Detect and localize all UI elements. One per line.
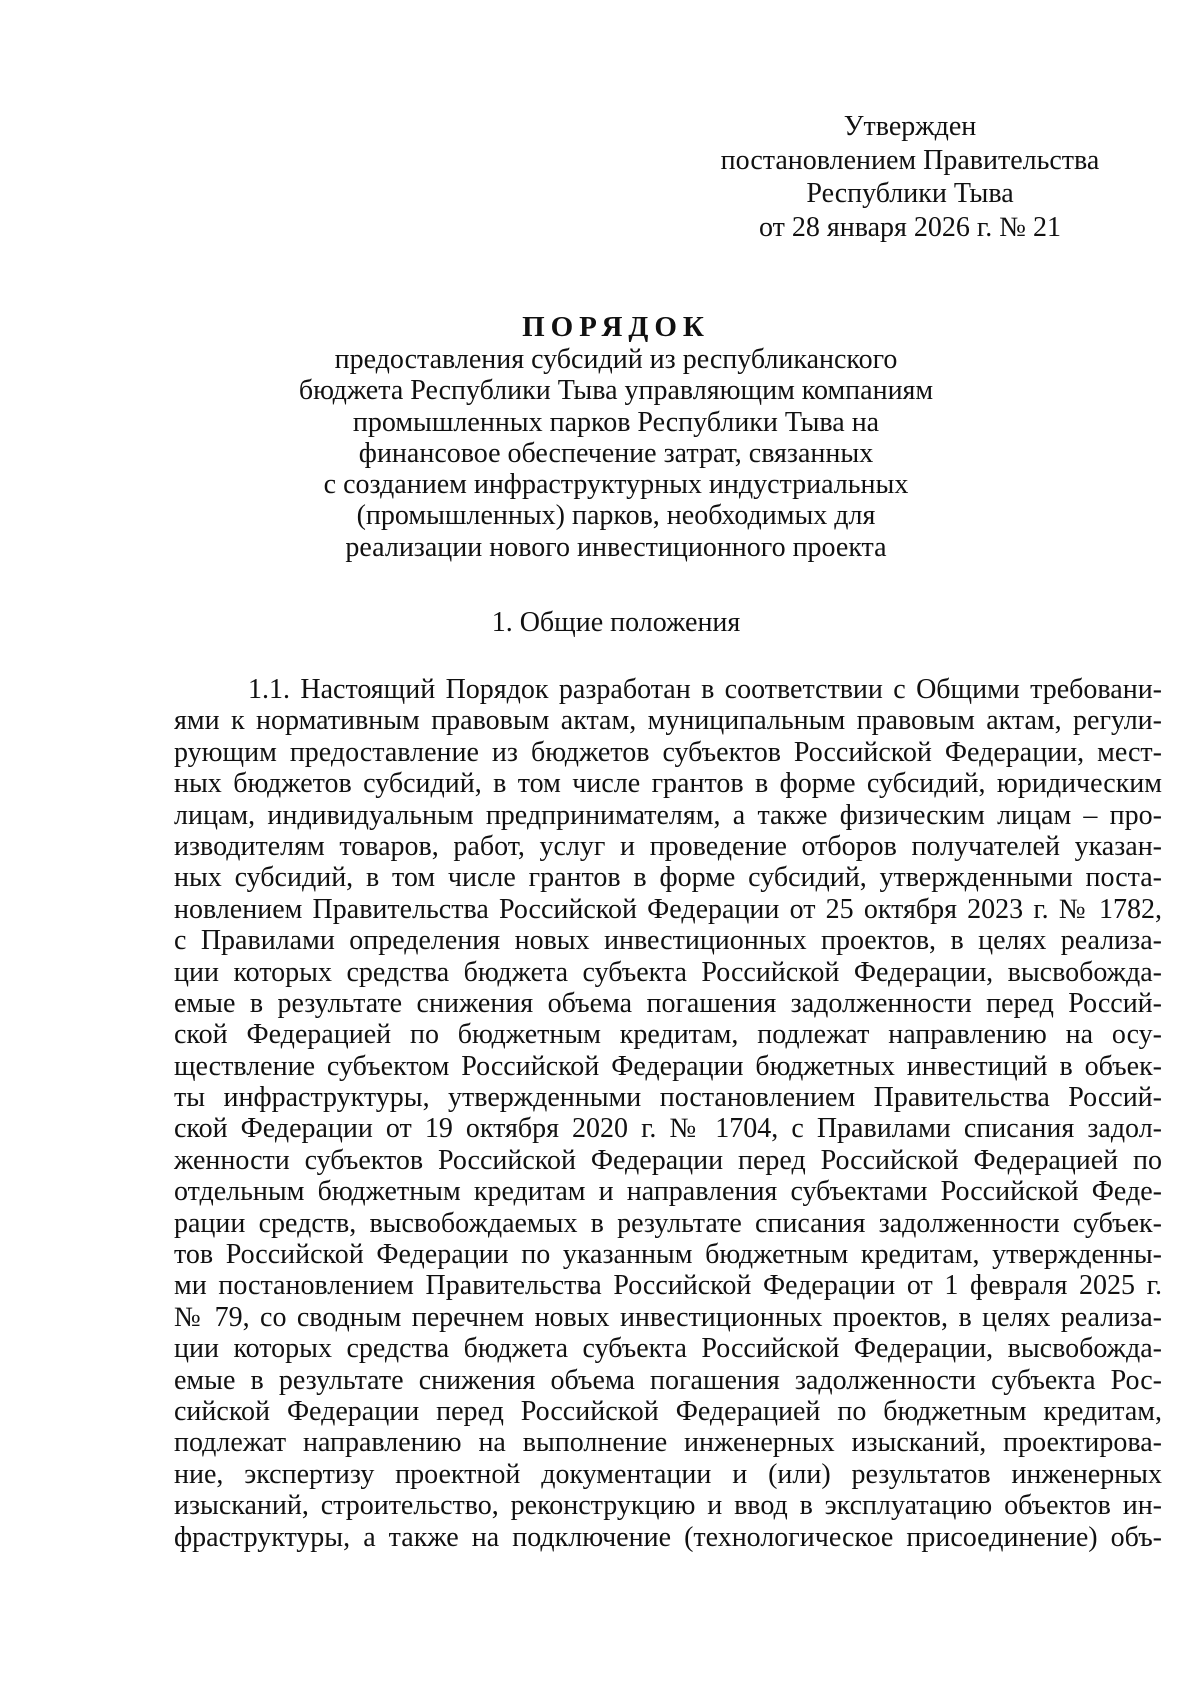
- paragraph-line: ных бюджетов субсидий, в том числе грантов в форме субсидий, юридическим: [174, 768, 1162, 800]
- approval-line: Республики Тыва: [806, 178, 1014, 209]
- paragraph-line: ской Федерации от 19 октября 2020 г. № 1704, с Правилами списания задол-: [174, 1113, 1162, 1145]
- document-title: ПОРЯДОК: [522, 311, 710, 343]
- paragraph-line: женности субъектов Российской Федерации перед Российской Федерацией по: [174, 1144, 1162, 1176]
- paragraph-line: емые в результате снижения объема погашения задолженности перед Россий-: [174, 987, 1162, 1019]
- subtitle-line: с созданием инфраструктурных индустриальных: [323, 469, 909, 501]
- paragraph-line: ных субсидий, в том числе грантов в форме субсидий, утвержденными поста-: [174, 862, 1162, 894]
- paragraph-line: лицам, индивидуальным предпринимателям, а также физическим лицам – про-: [174, 799, 1162, 831]
- paragraph-line: сийской Федерации перед Российской Федерацией по бюджетным кредитам,: [174, 1395, 1162, 1427]
- approval-line: Утвержден: [843, 111, 977, 142]
- paragraph-line: емые в результате снижения объема погашения задолженности субъекта Рос-: [174, 1364, 1162, 1396]
- subtitle-line: бюджета Республики Тыва управляющим компаниям: [298, 375, 934, 407]
- paragraph-line: фраструктуры, а также на подключение (технологическое присоединение) объ-: [174, 1521, 1162, 1553]
- paragraph-line: отдельным бюджетным кредитам и направления субъектами Российской Феде-: [174, 1176, 1162, 1208]
- paragraph-line: с Правилами определения новых инвестиционных проектов, в целях реализа-: [174, 925, 1162, 957]
- paragraph-line: рации средств, высвобождаемых в результате списания задолженности субъек-: [174, 1207, 1162, 1239]
- paragraph-line: ми постановлением Правительства Российской Федерации от 1 февраля 2025 г.: [174, 1270, 1162, 1302]
- section-heading: 1. Общие положения: [491, 607, 741, 638]
- document-subtitle: [230, 344, 1002, 563]
- approval-line: от 28 января 2026 г. № 21: [759, 211, 1061, 243]
- paragraph-line: ской Федерацией по бюджетным кредитам, подлежат направлению на осу-: [174, 1019, 1162, 1051]
- paragraph-line: ции которых средства бюджета субъекта Российской Федерации, высвобожда-: [174, 1333, 1162, 1365]
- paragraph-line: ты инфраструктуры, утвержденными постановлением Правительства Россий-: [174, 1082, 1162, 1114]
- paragraph-line: изводителям товаров, работ, услуг и проведение отборов получателей указан-: [174, 830, 1162, 862]
- approval-line: постановлением Правительства: [720, 144, 1100, 176]
- paragraph-line: ние, экспертизу проектной документации и (или) результатов инженерных: [174, 1458, 1162, 1490]
- paragraph-line: № 79, со сводным перечнем новых инвестиционных проектов, в целях реализа-: [174, 1301, 1162, 1333]
- paragraph-line: 1.1. Настоящий Порядок разработан в соответствии с Общими требовани-: [248, 674, 1162, 705]
- paragraph-line: ции которых средства бюджета субъекта Российской Федерации, высвобожда-: [174, 956, 1162, 988]
- subtitle-line: предоставления субсидий из республиканского: [334, 344, 898, 375]
- paragraph-1-1: [174, 674, 1162, 1553]
- paragraph-line: подлежат направлению на выполнение инженерных изысканий, проектирова-: [174, 1427, 1162, 1459]
- paragraph-line: ями к нормативным правовым актам, муниципальным правовым актам, регули-: [174, 705, 1162, 737]
- paragraph-line: рующим предоставление из бюджетов субъектов Российской Федерации, мест-: [174, 736, 1162, 768]
- subtitle-line: финансовое обеспечение затрат, связанных: [358, 437, 874, 469]
- subtitle-line: реализации нового инвестиционного проекта: [345, 531, 887, 563]
- approval-stamp: [700, 110, 1120, 244]
- paragraph-line: ществление субъектом Российской Федерации бюджетных инвестиций в объек-: [174, 1050, 1162, 1082]
- subtitle-line: промышленных парков Республики Тыва на: [352, 406, 880, 438]
- paragraph-line: тов Российской Федерации по указанным бюджетным кредитам, утвержденны-: [174, 1239, 1162, 1271]
- paragraph-line: изысканий, строительство, реконструкцию и ввод в эксплуатацию объектов ин-: [174, 1490, 1162, 1522]
- subtitle-line: (промышленных) парков, необходимых для: [356, 500, 876, 532]
- paragraph-line: новлением Правительства Российской Федерации от 25 октября 2023 г. № 1782,: [174, 893, 1162, 925]
